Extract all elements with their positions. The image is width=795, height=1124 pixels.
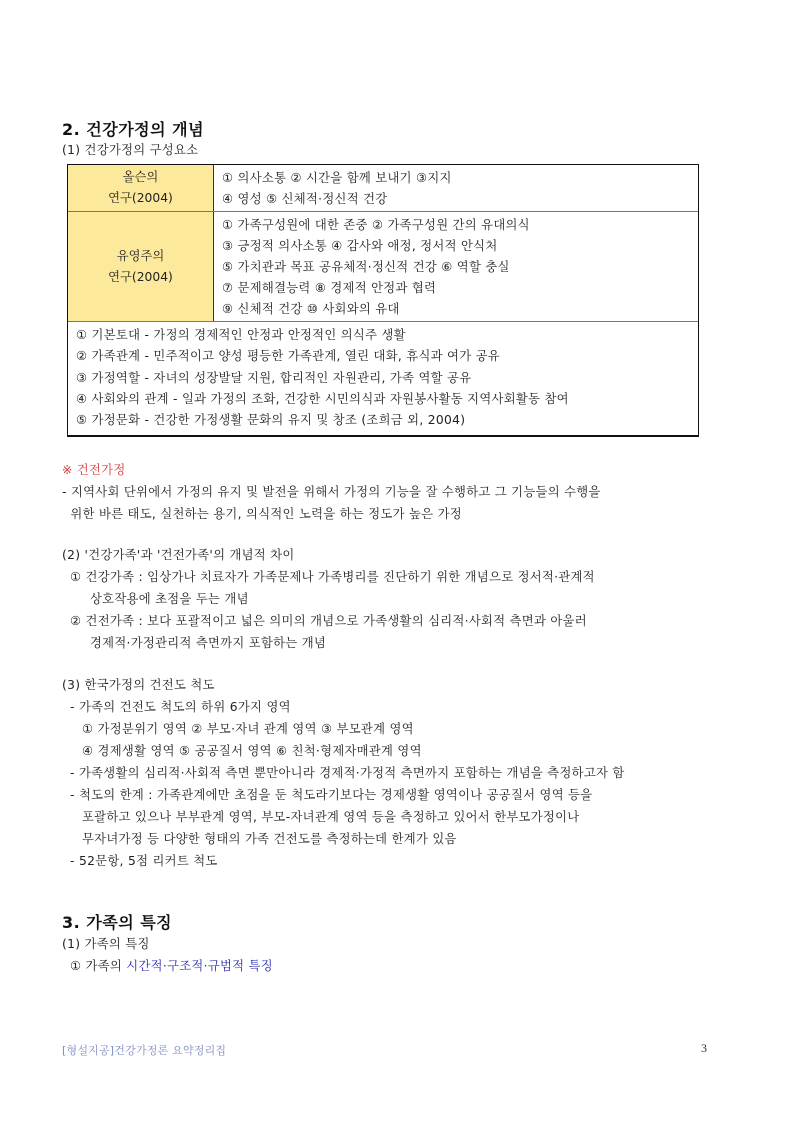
table-line: ⑨ 신체적 건강 ⑩ 사회와의 유대 xyxy=(222,302,400,316)
table-line: ① 의사소통 ② 시간을 함께 보내기 ③지지 xyxy=(222,171,452,185)
row-header-yoo xyxy=(68,212,214,321)
row-body-olson xyxy=(214,165,698,211)
table-row-full xyxy=(68,322,698,435)
sub3-line: - 가족의 건전도 척도의 하위 6가지 영역 xyxy=(70,700,291,714)
item-prefix: ① 가족의 xyxy=(70,959,127,973)
row-header-line: 유영주의 xyxy=(116,248,165,263)
table-line: ⑤ 가치관과 목표 공유체적·정신적 건강 ⑥ 역할 충실 xyxy=(222,260,510,274)
table-line: ③ 가정역할 - 자녀의 성장발달 지원, 합리적인 자원관리, 가족 역할 공유 xyxy=(76,370,472,385)
note-line: - 지역사회 단위에서 가정의 유지 및 발전을 위해서 가정의 기능을 잘 수행하고 그 기능들의 수행을 xyxy=(62,485,601,499)
sub2-line: ② 건전가족 : 보다 포괄적이고 넓은 의미의 개념으로 가족생활의 심리적·사회적 측면과 아울러 xyxy=(70,614,587,628)
row-body-yoo xyxy=(214,212,698,321)
components-table xyxy=(67,164,699,437)
note-title: ※ 건전가정 xyxy=(62,463,126,477)
sub3-line: 무자녀가정 등 다양한 형태의 가족 건전도를 측정하는데 한계가 있음 xyxy=(82,832,457,846)
sub3-line: 포괄하고 있으나 부부관계 영역, 부모-자녀관계 영역 등을 측정하고 있어서 한부모가정이나 xyxy=(82,810,580,824)
item-highlight: 시간적·구조적·규범적 특징 xyxy=(126,959,273,973)
row-header-line: 올슨의 xyxy=(122,170,159,184)
sub3-line: - 척도의 한계 : 가족관계에만 초점을 둔 척도라기보다는 경제생활 영역이나 공공질서 영역 등을 xyxy=(70,788,593,802)
sub2-line: 경제적·가정관리적 측면까지 포함하는 개념 xyxy=(90,636,327,650)
sub2-line: 상호작용에 초점을 두는 개념 xyxy=(90,592,249,606)
section-3-item xyxy=(70,956,273,978)
sub3-line: - 52문항, 5점 리커트 척도 xyxy=(70,854,218,868)
row-header-line: 연구(2004) xyxy=(108,269,173,284)
row-header-olson xyxy=(68,165,214,211)
note-line: 위한 바른 태도, 실천하는 용기, 의식적인 노력을 하는 정도가 높은 가정 xyxy=(62,507,462,521)
sub3-line: - 가족생활의 심리적·사회적 측면 뿐만아니라 경제적·가정적 측면까지 포함하는 개념을 측정하고자 함 xyxy=(70,766,625,780)
subsection-1-title: (1) 건강가정의 구성요소 xyxy=(62,143,199,157)
footer-title: [형설지공]건강가정론 요약정리집 xyxy=(62,1044,227,1057)
sub3-line: ① 가정분위기 영역 ② 부모·자녀 관계 영역 ③ 부모관계 영역 xyxy=(82,722,414,736)
sub3-line: ④ 경제생활 영역 ⑤ 공공질서 영역 ⑥ 친척·형제자매관계 영역 xyxy=(82,744,422,758)
row-header-line: 연구(2004) xyxy=(108,191,173,205)
subsection-2-title: (2) '건강가족'과 '건전가족'의 개념적 차이 xyxy=(62,548,295,562)
table-line: ② 가족관계 - 민주적이고 양성 평등한 가족관계, 열린 대화, 휴식과 여가 공유 xyxy=(76,349,500,364)
table-line: ① 기본토대 - 가정의 경제적인 안정과 안정적인 의식주 생활 xyxy=(76,328,406,342)
table-row-yoo xyxy=(68,212,698,322)
subsection-3-title: (3) 한국가정의 건전도 척도 xyxy=(62,678,215,692)
section-3-subsection-title: (1) 가족의 특징 xyxy=(62,937,150,951)
section-3-heading: 3. 가족의 특징 xyxy=(62,913,173,932)
table-line: ⑤ 가정문화 - 건강한 가정생활 문화의 유지 및 창조 (조희금 외, 2004) xyxy=(76,413,466,428)
table-line: ③ 긍정적 의사소통 ④ 감사와 애정, 정서적 안식처 xyxy=(222,239,498,253)
table-line: ④ 영성 ⑤ 신체적·정신적 건강 xyxy=(222,192,388,206)
section-2-heading: 2. 건강가정의 개념 xyxy=(62,120,205,139)
sub2-line: ① 건강가족 : 임상가나 치료자가 가족문제나 가족병리를 진단하기 위한 개념으로 정서적·관계적 xyxy=(70,570,595,584)
table-line: ④ 사회와의 관계 - 일과 가정의 조화, 건강한 시민의식과 자원봉사활동 지역사회활동 참여 xyxy=(76,391,569,406)
table-row-olson xyxy=(68,165,698,212)
table-line: ① 가족구성원에 대한 존중 ② 가족구성원 간의 유대의식 xyxy=(222,218,530,232)
table-line: ⑦ 문제해결능력 ⑧ 경제적 안정과 협력 xyxy=(222,281,437,295)
page-number: 3 xyxy=(701,1041,707,1055)
full-row-body xyxy=(68,322,569,435)
